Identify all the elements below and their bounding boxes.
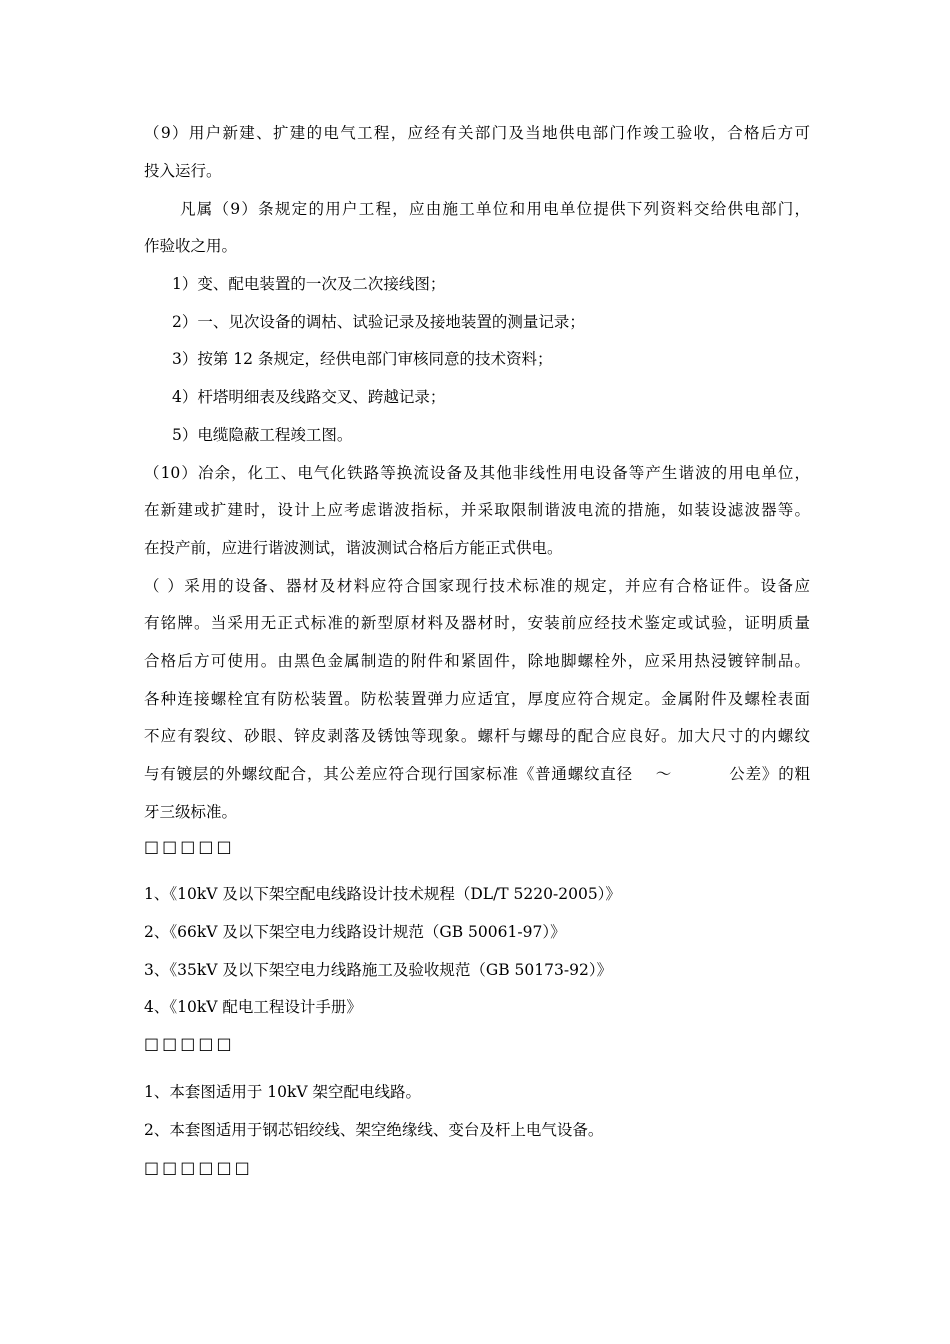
- paragraph-9-line-1: （9）用户新建、扩建的电气工程，应经有关部门及当地供电部门作竣工验收，合格后方可: [144, 124, 810, 142]
- paragraph-10-line-1: （10）冶余，化工、电气化铁路等换流设备及其他非线性用电设备等产生谐波的用电单位，: [144, 464, 810, 482]
- paragraph-materials-line-1: 凡属（9）条规定的用户工程，应由施工单位和用电单位提供下列资料交给供电部门，: [180, 200, 810, 218]
- paragraph-equipment-line-4: 各种连接螺栓宜有防松装置。防松装置弹力应适宜，厚度应符合规定。金属附件及螺栓表面: [144, 690, 810, 708]
- section-heading-3: □□□□□□: [144, 1158, 253, 1177]
- scope-item-2: 2、本套图适用于钢芯铝绞线、架空绝缘线、变台及杆上电气设备。: [144, 1121, 604, 1139]
- list-item-4: 4）杆塔明细表及线路交叉、跨越记录；: [172, 388, 446, 406]
- section-heading-scope: □□□□□: [144, 1034, 235, 1053]
- paragraph-9-line-2: 投入运行。: [144, 162, 222, 180]
- paragraph-equipment-line-1: （ ）采用的设备、器材及材料应符合国家现行技术标准的规定，并应有合格证件。设备应: [144, 577, 810, 595]
- paragraph-equipment-line-2: 有铭牌。当采用无正式标准的新型原材料及器材时，安装前应经技术鉴定或试验，证明质量: [144, 614, 810, 632]
- list-item-5: 5）电缆隐蔽工程竣工图。: [172, 426, 353, 444]
- paragraph-10-line-3: 在投产前，应进行谐波测试，谐波测试合格后方能正式供电。: [144, 539, 563, 557]
- reference-item-3: 3、《35kV 及以下架空电力线路施工及验收规范（GB 50173-92）》: [144, 961, 613, 979]
- section-heading-references: □□□□□: [144, 837, 235, 856]
- list-item-1: 1）变、配电装置的一次及二次接线图；: [172, 275, 446, 293]
- paragraph-10-line-2: 在新建或扩建时，设计上应考虑谐波指标，并采取限制谐波电流的措施，如装设滤波器等。: [144, 501, 810, 519]
- paragraph-equipment-line-6: 与有镀层的外螺纹配合，其公差应符合现行国家标准《普通螺纹直径 ～ 公差》的粗: [144, 765, 810, 783]
- paragraph-equipment-line-7: 牙三级标准。: [144, 803, 238, 821]
- paragraph-equipment-line-3: 合格后方可使用。由黑色金属制造的附件和紧固件，除地脚螺栓外，应采用热浸镀锌制品。: [144, 652, 810, 670]
- reference-item-4: 4、《10kV 配电工程设计手册》: [144, 998, 362, 1016]
- paragraph-equipment-line-5: 不应有裂纹、砂眼、锌皮剥落及锈蚀等现象。螺杆与螺母的配合应良好。加大尺寸的内螺纹: [144, 727, 810, 745]
- scope-item-1: 1、本套图适用于 10kV 架空配电线路。: [144, 1083, 422, 1101]
- reference-item-1: 1、《10kV 及以下架空配电线路设计技术规程（DL/T 5220-2005）》: [144, 885, 621, 903]
- paragraph-materials-line-2: 作验收之用。: [144, 237, 238, 255]
- reference-item-2: 2、《66kV 及以下架空电力线路设计规范（GB 50061-97）》: [144, 923, 566, 941]
- list-item-3: 3）按第 12 条规定，经供电部门审核同意的技术资料；: [172, 350, 553, 368]
- list-item-2: 2）一、见次设备的调枯、试验记录及接地装置的测量记录；: [172, 313, 585, 331]
